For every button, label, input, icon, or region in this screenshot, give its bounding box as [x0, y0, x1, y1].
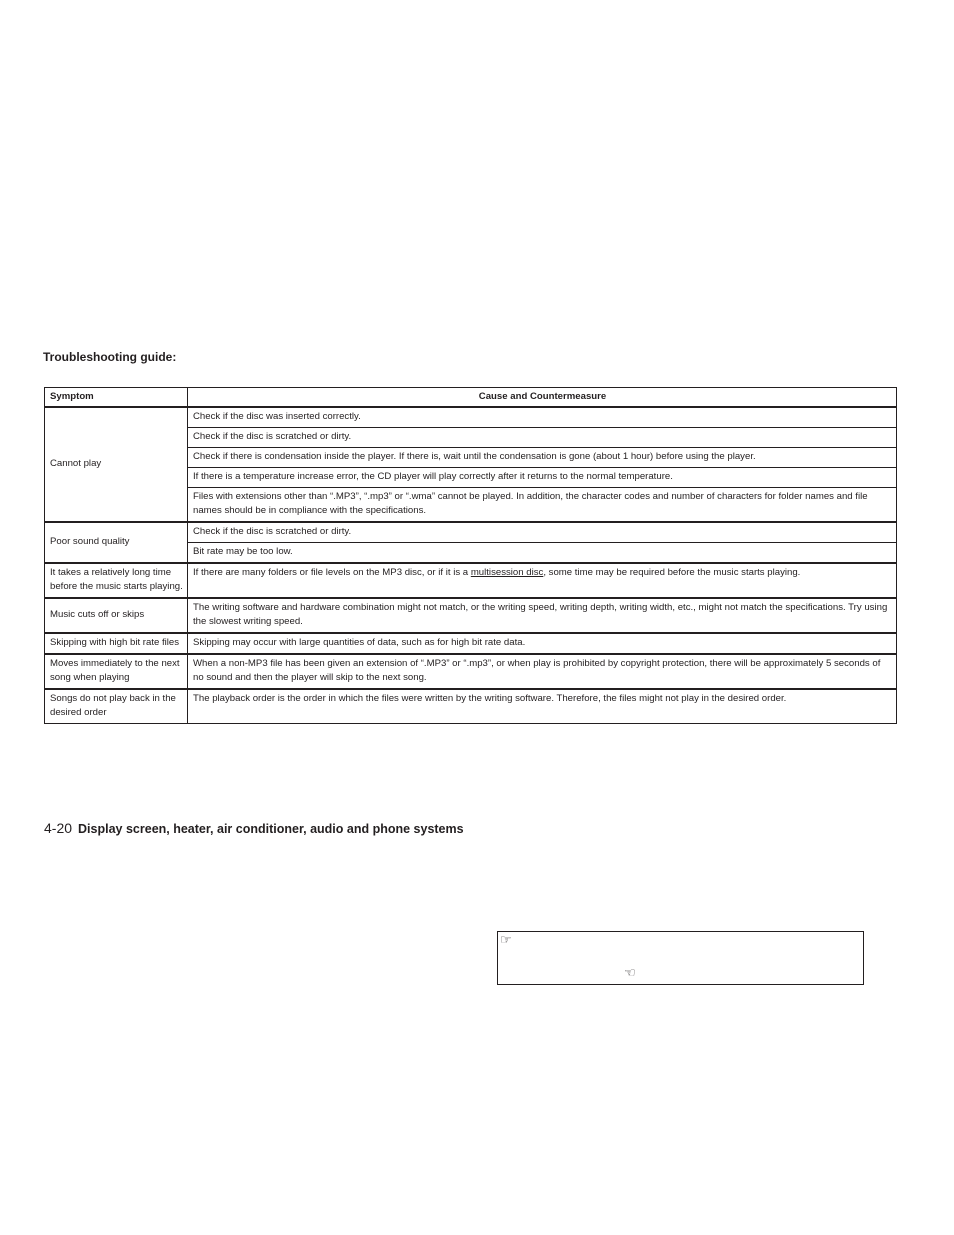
cause-cell: When a non-MP3 file has been given an extension of “.MP3” or “.mp3”, or when play is prohibited by copyright protection, there will be approximately 5 seconds of no sound and then the player will skip to the next song.	[188, 654, 897, 689]
cause-header: Cause and Countermeasure	[188, 388, 897, 408]
symptom-cell: Songs do not play back in the desired order	[45, 689, 188, 724]
page-footer	[44, 820, 464, 836]
symptom-cell: Moves immediately to the next song when playing	[45, 654, 188, 689]
table-header-row	[45, 388, 897, 408]
table-row	[45, 689, 897, 724]
cause-text-before: If there are many folders or file levels on the MP3 disc, or if it is a	[193, 567, 471, 578]
table-row	[45, 598, 897, 633]
group-moves-next	[45, 654, 897, 689]
cause-cell: The playback order is the order in which the files were written by the writing software. Therefore, the files might not play in the desired order.	[188, 689, 897, 724]
note-box	[497, 931, 864, 985]
group-cannot-play	[45, 407, 897, 522]
symptom-cell: Cannot play	[45, 407, 188, 522]
cause-cell: Check if there is condensation inside the player. If there is, wait until the condensation is gone (about 1 hour) before using the player.	[188, 448, 897, 468]
cause-cell: Check if the disc was inserted correctly.	[188, 407, 897, 428]
troubleshooting-table	[44, 387, 897, 724]
symptom-cell: It takes a relatively long time before the music starts playing.	[45, 563, 188, 598]
cause-text-after: , some time may be required before the music starts playing.	[543, 567, 801, 578]
group-cuts-off	[45, 598, 897, 633]
cause-cell: The writing software and hardware combination might not match, or the writing speed, writing depth, writing width, etc., might not match the specifications. Try using the slowest writing speed.	[188, 598, 897, 633]
symptom-cell: Music cuts off or skips	[45, 598, 188, 633]
symptom-header: Symptom	[45, 388, 188, 408]
cause-cell: Files with extensions other than “.MP3”, “.mp3” or “.wma” cannot be played. In addition, the character codes and number of characters for folder names and file names should be in compliance with the specifications.	[188, 488, 897, 523]
page-number: 4-20	[44, 820, 73, 836]
multisession-disc-link[interactable]: multisession disc	[470, 567, 544, 578]
cause-cell: Skipping may occur with large quantities of data, such as for high bit rate data.	[188, 633, 897, 654]
pointing-hand-icon: ☜	[624, 965, 636, 980]
cause-cell: Check if the disc is scratched or dirty.	[188, 428, 897, 448]
footer-title: Display screen, heater, air conditioner, audio and phone systems	[78, 822, 464, 836]
group-long-time	[45, 563, 897, 598]
symptom-cell: Skipping with high bit rate files	[45, 633, 188, 654]
section-title: Troubleshooting guide:	[43, 350, 177, 364]
group-high-bit-rate	[45, 633, 897, 654]
pointing-hand-icon: ☞	[500, 932, 512, 947]
table-row	[45, 654, 897, 689]
group-poor-sound	[45, 522, 897, 563]
table-row	[45, 407, 897, 428]
table-row	[45, 633, 897, 654]
cause-cell: If there is a temperature increase error, the CD player will play correctly after it returns to the normal temperature.	[188, 468, 897, 488]
cause-cell: Check if the disc is scratched or dirty.	[188, 522, 897, 543]
symptom-cell: Poor sound quality	[45, 522, 188, 563]
group-playback-order	[45, 689, 897, 724]
table-row	[45, 522, 897, 543]
table-row	[45, 563, 897, 598]
cause-cell	[188, 563, 897, 598]
cause-cell: Bit rate may be too low.	[188, 543, 897, 564]
